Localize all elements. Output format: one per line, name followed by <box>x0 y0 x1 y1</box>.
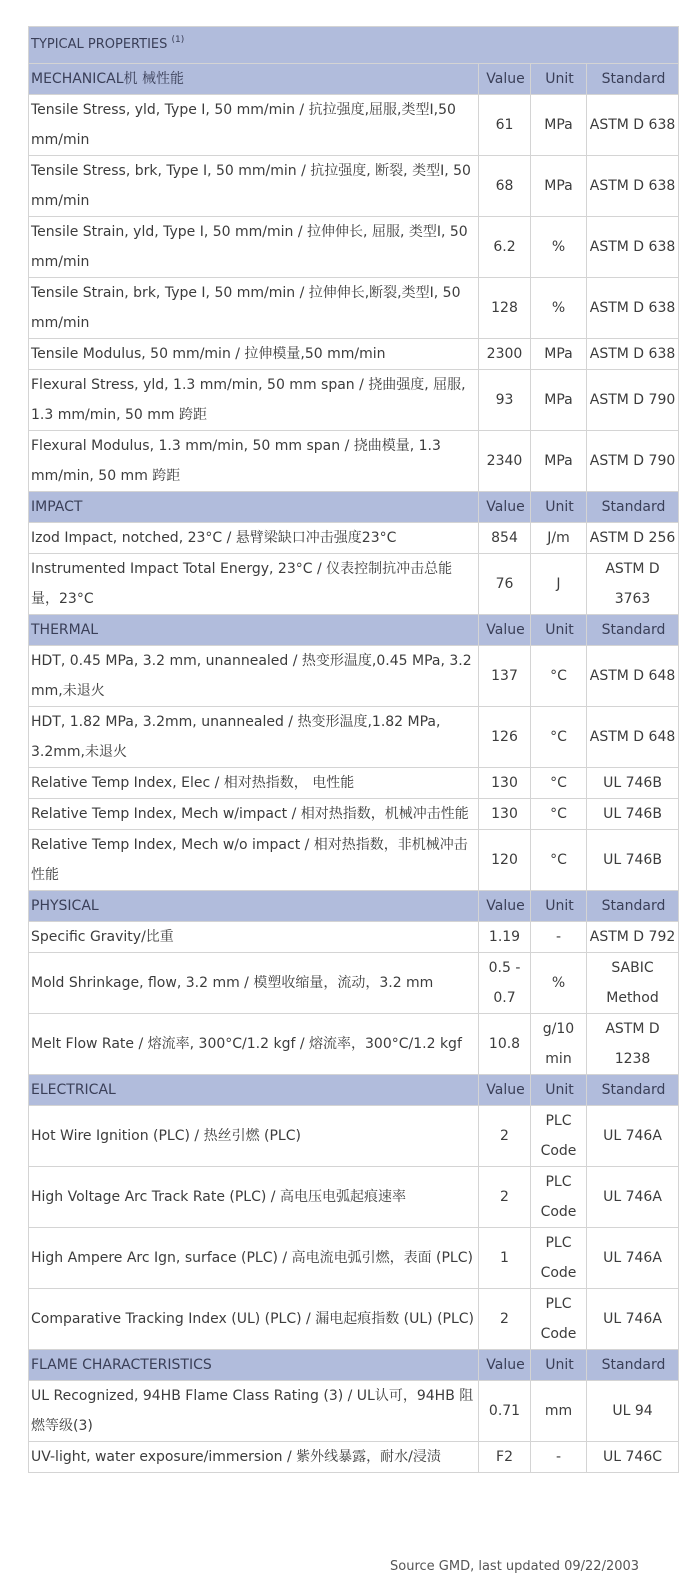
value-column-header: Value <box>479 492 531 523</box>
property-value-cell: 137 <box>479 646 531 707</box>
properties-table-body <box>29 27 679 1473</box>
property-standard-cell: UL 746B <box>587 768 679 799</box>
property-name-cell: Flexural Modulus, 1.3 mm/min, 50 mm span / 挠曲模量, 1.3 mm/min, 50 mm 跨距 <box>29 431 479 492</box>
table-title-row <box>29 27 679 64</box>
property-standard-cell: ASTM D 638 <box>587 95 679 156</box>
property-standard-cell: ASTM D 638 <box>587 156 679 217</box>
property-row <box>29 431 679 492</box>
property-row <box>29 95 679 156</box>
property-name-cell: Comparative Tracking Index (UL) (PLC) / 漏电起痕指数 (UL) (PLC) <box>29 1289 479 1350</box>
property-standard-cell: ASTM D 3763 <box>587 554 679 615</box>
property-standard-cell: UL 746A <box>587 1106 679 1167</box>
property-unit-cell: PLC Code <box>531 1106 587 1167</box>
property-value-cell: 76 <box>479 554 531 615</box>
section-header-physical <box>29 891 679 922</box>
section-title: FLAME CHARACTERISTICS <box>29 1350 479 1381</box>
property-name-cell: Melt Flow Rate / 熔流率, 300°C/1.2 kgf / 熔流率，300°C/1.2 kgf <box>29 1014 479 1075</box>
property-name-cell: Instrumented Impact Total Energy, 23°C / 仪表控制抗冲击总能量，23°C <box>29 554 479 615</box>
table-title: TYPICAL PROPERTIES <box>31 37 168 52</box>
property-row <box>29 1289 679 1350</box>
property-standard-cell: UL 94 <box>587 1381 679 1442</box>
property-unit-cell: MPa <box>531 431 587 492</box>
property-value-cell: 10.8 <box>479 1014 531 1075</box>
unit-column-header: Unit <box>531 492 587 523</box>
section-title: IMPACT <box>29 492 479 523</box>
property-standard-cell: ASTM D 790 <box>587 370 679 431</box>
standard-column-header: Standard <box>587 891 679 922</box>
property-unit-cell: % <box>531 217 587 278</box>
property-value-cell: 126 <box>479 707 531 768</box>
property-standard-cell: ASTM D 638 <box>587 278 679 339</box>
value-column-header: Value <box>479 64 531 95</box>
property-unit-cell: MPa <box>531 370 587 431</box>
property-standard-cell: ASTM D 1238 <box>587 1014 679 1075</box>
property-name-cell: High Voltage Arc Track Rate (PLC) / 高电压电弧起痕速率 <box>29 1167 479 1228</box>
property-row <box>29 1381 679 1442</box>
unit-column-header: Unit <box>531 615 587 646</box>
property-unit-cell: MPa <box>531 156 587 217</box>
property-row <box>29 1228 679 1289</box>
standard-column-header: Standard <box>587 64 679 95</box>
property-unit-cell: PLC Code <box>531 1228 587 1289</box>
property-value-cell: 854 <box>479 523 531 554</box>
property-unit-cell: - <box>531 1442 587 1473</box>
property-name-cell: Tensile Stress, brk, Type I, 50 mm/min / 抗拉强度, 断裂, 类型I, 50 mm/min <box>29 156 479 217</box>
property-name-cell: Tensile Strain, brk, Type I, 50 mm/min / 拉伸伸长,断裂,类型I, 50 mm/min <box>29 278 479 339</box>
property-standard-cell: ASTM D 648 <box>587 646 679 707</box>
unit-column-header: Unit <box>531 64 587 95</box>
property-standard-cell: ASTM D 648 <box>587 707 679 768</box>
property-value-cell: 2 <box>479 1167 531 1228</box>
property-unit-cell: J/m <box>531 523 587 554</box>
section-header-thermal <box>29 615 679 646</box>
property-unit-cell: °C <box>531 830 587 891</box>
unit-column-header: Unit <box>531 1350 587 1381</box>
value-column-header: Value <box>479 1075 531 1106</box>
property-standard-cell: ASTM D 256 <box>587 523 679 554</box>
property-name-cell: Relative Temp Index, Mech w/o impact / 相对热指数，非机械冲击性能 <box>29 830 479 891</box>
section-title: ELECTRICAL <box>29 1075 479 1106</box>
section-header-flame-characteristics <box>29 1350 679 1381</box>
property-unit-cell: MPa <box>531 95 587 156</box>
property-row <box>29 799 679 830</box>
property-row <box>29 523 679 554</box>
property-value-cell: 120 <box>479 830 531 891</box>
property-value-cell: 6.2 <box>479 217 531 278</box>
property-unit-cell: °C <box>531 768 587 799</box>
property-row <box>29 646 679 707</box>
property-value-cell: 68 <box>479 156 531 217</box>
property-unit-cell: PLC Code <box>531 1167 587 1228</box>
property-name-cell: HDT, 1.82 MPa, 3.2mm, unannealed / 热变形温度,1.82 MPa, 3.2mm,未退火 <box>29 707 479 768</box>
property-standard-cell: ASTM D 790 <box>587 431 679 492</box>
property-name-cell: UL Recognized, 94HB Flame Class Rating (3) / UL认可，94HB 阻燃等级(3) <box>29 1381 479 1442</box>
property-value-cell: 0.71 <box>479 1381 531 1442</box>
property-standard-cell: UL 746A <box>587 1167 679 1228</box>
table-title-footnote: (1) <box>171 35 185 45</box>
property-value-cell: 130 <box>479 768 531 799</box>
section-title: THERMAL <box>29 615 479 646</box>
property-standard-cell: ASTM D 638 <box>587 217 679 278</box>
property-value-cell: 93 <box>479 370 531 431</box>
property-value-cell: 1.19 <box>479 922 531 953</box>
property-name-cell: Mold Shrinkage, flow, 3.2 mm / 模塑收缩量，流动，3.2 mm <box>29 953 479 1014</box>
property-standard-cell: SABIC Method <box>587 953 679 1014</box>
property-value-cell: 130 <box>479 799 531 830</box>
property-row <box>29 953 679 1014</box>
section-header-impact <box>29 492 679 523</box>
property-unit-cell: °C <box>531 799 587 830</box>
property-unit-cell: J <box>531 554 587 615</box>
property-row <box>29 554 679 615</box>
typical-properties-table <box>28 26 679 1473</box>
standard-column-header: Standard <box>587 1350 679 1381</box>
property-value-cell: 2300 <box>479 339 531 370</box>
property-name-cell: Flexural Stress, yld, 1.3 mm/min, 50 mm span / 挠曲强度, 屈服, 1.3 mm/min, 50 mm 跨距 <box>29 370 479 431</box>
property-name-cell: Relative Temp Index, Elec / 相对热指数， 电性能 <box>29 768 479 799</box>
property-name-cell: Relative Temp Index, Mech w/impact / 相对热指数，机械冲击性能 <box>29 799 479 830</box>
property-unit-cell: % <box>531 953 587 1014</box>
standard-column-header: Standard <box>587 615 679 646</box>
property-row <box>29 1442 679 1473</box>
property-unit-cell: MPa <box>531 339 587 370</box>
section-header-electrical <box>29 1075 679 1106</box>
property-value-cell: 2 <box>479 1106 531 1167</box>
property-name-cell: HDT, 0.45 MPa, 3.2 mm, unannealed / 热变形温度,0.45 MPa, 3.2 mm,未退火 <box>29 646 479 707</box>
property-row <box>29 339 679 370</box>
property-value-cell: 2340 <box>479 431 531 492</box>
property-standard-cell: UL 746A <box>587 1289 679 1350</box>
table-title-cell <box>29 27 679 64</box>
unit-column-header: Unit <box>531 1075 587 1106</box>
standard-column-header: Standard <box>587 492 679 523</box>
property-row <box>29 707 679 768</box>
property-row <box>29 1167 679 1228</box>
property-name-cell: Hot Wire Ignition (PLC) / 热丝引燃 (PLC) <box>29 1106 479 1167</box>
property-name-cell: Specific Gravity/比重 <box>29 922 479 953</box>
property-row <box>29 1106 679 1167</box>
value-column-header: Value <box>479 615 531 646</box>
value-column-header: Value <box>479 891 531 922</box>
property-value-cell: 0.5 - 0.7 <box>479 953 531 1014</box>
section-title: PHYSICAL <box>29 891 479 922</box>
property-row <box>29 370 679 431</box>
property-name-cell: Izod Impact, notched, 23°C / 悬臂梁缺口冲击强度23°C <box>29 523 479 554</box>
section-header-mechanical <box>29 64 679 95</box>
source-footnote: Source GMD, last updated 09/22/2003 <box>390 1559 640 1574</box>
property-row <box>29 768 679 799</box>
property-row <box>29 278 679 339</box>
property-name-cell: Tensile Modulus, 50 mm/min / 拉伸模量,50 mm/min <box>29 339 479 370</box>
property-value-cell: 128 <box>479 278 531 339</box>
unit-column-header: Unit <box>531 891 587 922</box>
property-unit-cell: mm <box>531 1381 587 1442</box>
standard-column-header: Standard <box>587 1075 679 1106</box>
section-title: MECHANICAL机 械性能 <box>29 64 479 95</box>
property-name-cell: High Ampere Arc Ign, surface (PLC) / 高电流电弧引燃，表面 (PLC) <box>29 1228 479 1289</box>
property-row <box>29 1014 679 1075</box>
property-row <box>29 830 679 891</box>
property-unit-cell: - <box>531 922 587 953</box>
property-unit-cell: PLC Code <box>531 1289 587 1350</box>
property-value-cell: 61 <box>479 95 531 156</box>
property-name-cell: UV-light, water exposure/immersion / 紫外线暴露，耐水/浸渍 <box>29 1442 479 1473</box>
property-row <box>29 156 679 217</box>
value-column-header: Value <box>479 1350 531 1381</box>
property-standard-cell: ASTM D 792 <box>587 922 679 953</box>
property-standard-cell: UL 746B <box>587 830 679 891</box>
property-value-cell: F2 <box>479 1442 531 1473</box>
property-standard-cell: UL 746B <box>587 799 679 830</box>
property-name-cell: Tensile Stress, yld, Type I, 50 mm/min / 抗拉强度,屈服,类型I,50 mm/min <box>29 95 479 156</box>
property-row <box>29 217 679 278</box>
property-unit-cell: °C <box>531 707 587 768</box>
property-standard-cell: UL 746A <box>587 1228 679 1289</box>
property-standard-cell: ASTM D 638 <box>587 339 679 370</box>
property-unit-cell: °C <box>531 646 587 707</box>
property-value-cell: 1 <box>479 1228 531 1289</box>
property-name-cell: Tensile Strain, yld, Type I, 50 mm/min / 拉伸伸长, 屈服, 类型I, 50 mm/min <box>29 217 479 278</box>
property-standard-cell: UL 746C <box>587 1442 679 1473</box>
property-unit-cell: % <box>531 278 587 339</box>
property-value-cell: 2 <box>479 1289 531 1350</box>
property-unit-cell: g/10 min <box>531 1014 587 1075</box>
property-row <box>29 922 679 953</box>
